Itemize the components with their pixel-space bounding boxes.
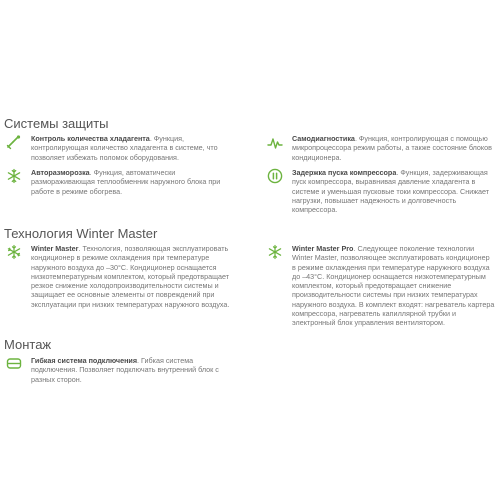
feature-name: Гибкая система подключения bbox=[31, 356, 138, 365]
feature-flexible-connection bbox=[6, 356, 238, 384]
compressor-start-delay-icon bbox=[267, 168, 283, 184]
feature-text bbox=[31, 244, 238, 309]
feature-text bbox=[292, 134, 495, 162]
feature-refrigerant-control bbox=[6, 134, 238, 162]
self-diagnostics-icon bbox=[267, 134, 283, 150]
feature-auto-defrost bbox=[6, 168, 238, 196]
feature-desc: . Гибкая система подключения. Позволяет подключать внутренний блок с разных сторон. bbox=[31, 356, 219, 384]
auto-defrost-icon bbox=[6, 168, 22, 184]
feature-compressor-start-delay bbox=[267, 168, 495, 214]
feature-text bbox=[292, 168, 495, 214]
feature-name: Winter Master bbox=[31, 244, 79, 253]
feature-desc: . Следующее поколение технологии Winter Master, позволяющее эксплуатировать кондиционер в режиме охлаждения при температуре наружного воздуха до –43°С. Кондиционер оснащается низкотемпературным комплектом, который предотвращает снижение производительности системы при низких температурах наружного воздуха. В комплект входят: нагреватель картера компрессора, нагреватель капиллярной трубки и электронный блок управления вентилятором. bbox=[292, 244, 495, 328]
feature-winter-master bbox=[6, 244, 238, 309]
feature-desc: . Функция, автоматически размораживающая теплообменник наружного блока при работе в режиме обогрева. bbox=[31, 168, 221, 196]
section-title-mounting: Монтаж bbox=[4, 337, 52, 352]
feature-name: Winter Master Pro bbox=[292, 244, 354, 253]
feature-name: Контроль количества хладагента bbox=[31, 134, 150, 143]
feature-text bbox=[292, 244, 495, 328]
flexible-connection-icon bbox=[6, 356, 22, 372]
feature-text bbox=[31, 356, 238, 384]
winter-master-icon bbox=[6, 244, 22, 260]
refrigerant-control-icon bbox=[6, 134, 22, 150]
feature-name: Самодиагностика bbox=[292, 134, 355, 143]
feature-name: Задержка пуска компрессора bbox=[292, 168, 397, 177]
feature-desc: . Функция, контролирующая с помощью микропроцессора режим работы, а также состояние блоков кондиционера. bbox=[292, 134, 492, 162]
section-title-protection: Системы защиты bbox=[4, 116, 109, 131]
section-title-winter-master: Технология Winter Master bbox=[4, 226, 158, 241]
feature-desc: . Функция, задерживающая пуск компрессора, выравнивая давление хладагента в системе и уменьшая пусковые токи компрессора. Снижает нагрузки, повышает надежность и долговечность компрессора. bbox=[292, 168, 490, 215]
feature-text bbox=[31, 134, 238, 162]
feature-text bbox=[31, 168, 238, 196]
feature-self-diagnostics bbox=[267, 134, 495, 162]
feature-winter-master-pro bbox=[267, 244, 495, 328]
feature-desc: . Технология, позволяющая эксплуатировать кондиционер в режиме охлаждения при температуре наружного воздуха до –30°С. Кондиционер оснащается низкотемпературным комплектом, который предотвращает резкое снижение холодопроизводительности системы и защищает ее основные элементы от повреждений при эксплуатации при низких температурах наружного воздуха. bbox=[31, 244, 230, 309]
winter-master-pro-icon bbox=[267, 244, 283, 260]
feature-name: Авторазморозка bbox=[31, 168, 90, 177]
feature-desc: . Функция, контролирующая количество хладагента в системе, что позволяет избежать поломок оборудования. bbox=[31, 134, 218, 162]
